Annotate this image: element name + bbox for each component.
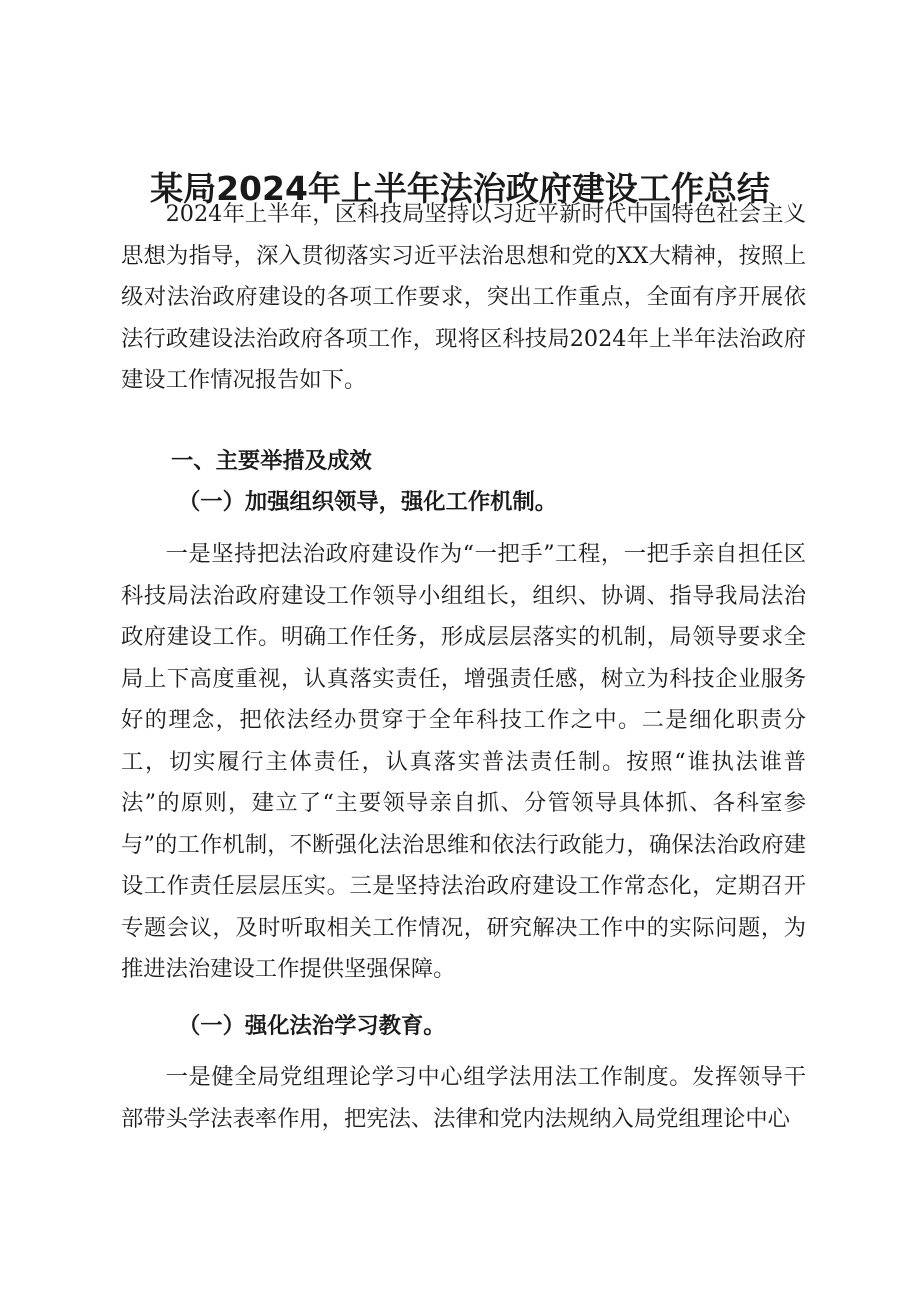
subsection-body-organization: 一是坚持把法治政府建设作为“一把手”工程，一把手亲自担任区科技局法治政府建设工作领导小组组长，组织、协调、指导我局法治政府建设工作。明确工作任务，形成层层落实的机制，局领导要求全局上下高度重视，认真落实责任，增强责任感，树立为科技企业服务好的理念，把依法经办贯穿于全年科技工作之中。二是细化职责分工，切实履行主体责任，认真落实普法责任制。按照“谁执法谁普法”的原则，建立了“主要领导亲自抓、分管领导具体抓、各科室参与”的工作机制，不断强化法治思维和依法行政能力，确保法治政府建设工作责任层层压实。三是坚持法治政府建设工作常态化，定期召开专题会议，及时听取相关工作情况，研究解决工作中的实际问题，为推进法治建设工作提供坚强保障。 (121, 541, 806, 982)
subsection-heading-organization: （一）加强组织领导，强化工作机制。 (178, 489, 558, 515)
intro-paragraph: 2024年上半年，区科技局坚持以习近平新时代中国特色社会主义思想为指导，深入贯彻落实习近平法治思想和党的XX大精神，按照上级对法治政府建设的各项工作要求，突出工作重点，全面有序开展依法行政建设法治政府各项工作，现将区科技局2024年上半年法治政府建设工作情况报告如下。 (121, 201, 806, 393)
subsection-heading-legal-education: （一）强化法治学习教育。 (178, 1013, 446, 1039)
section-heading-main-measures: 一、主要举措及成效 (171, 448, 372, 474)
subsection-body-legal-education: 一是健全局党组理论学习中心组学法用法工作制度。发挥领导干部带头学法表率作用，把宪法、法律和党内法规纳入局党组理论中心 (121, 1064, 806, 1132)
document-title: 某局2024年上半年法治政府建设工作总结 (150, 169, 770, 208)
